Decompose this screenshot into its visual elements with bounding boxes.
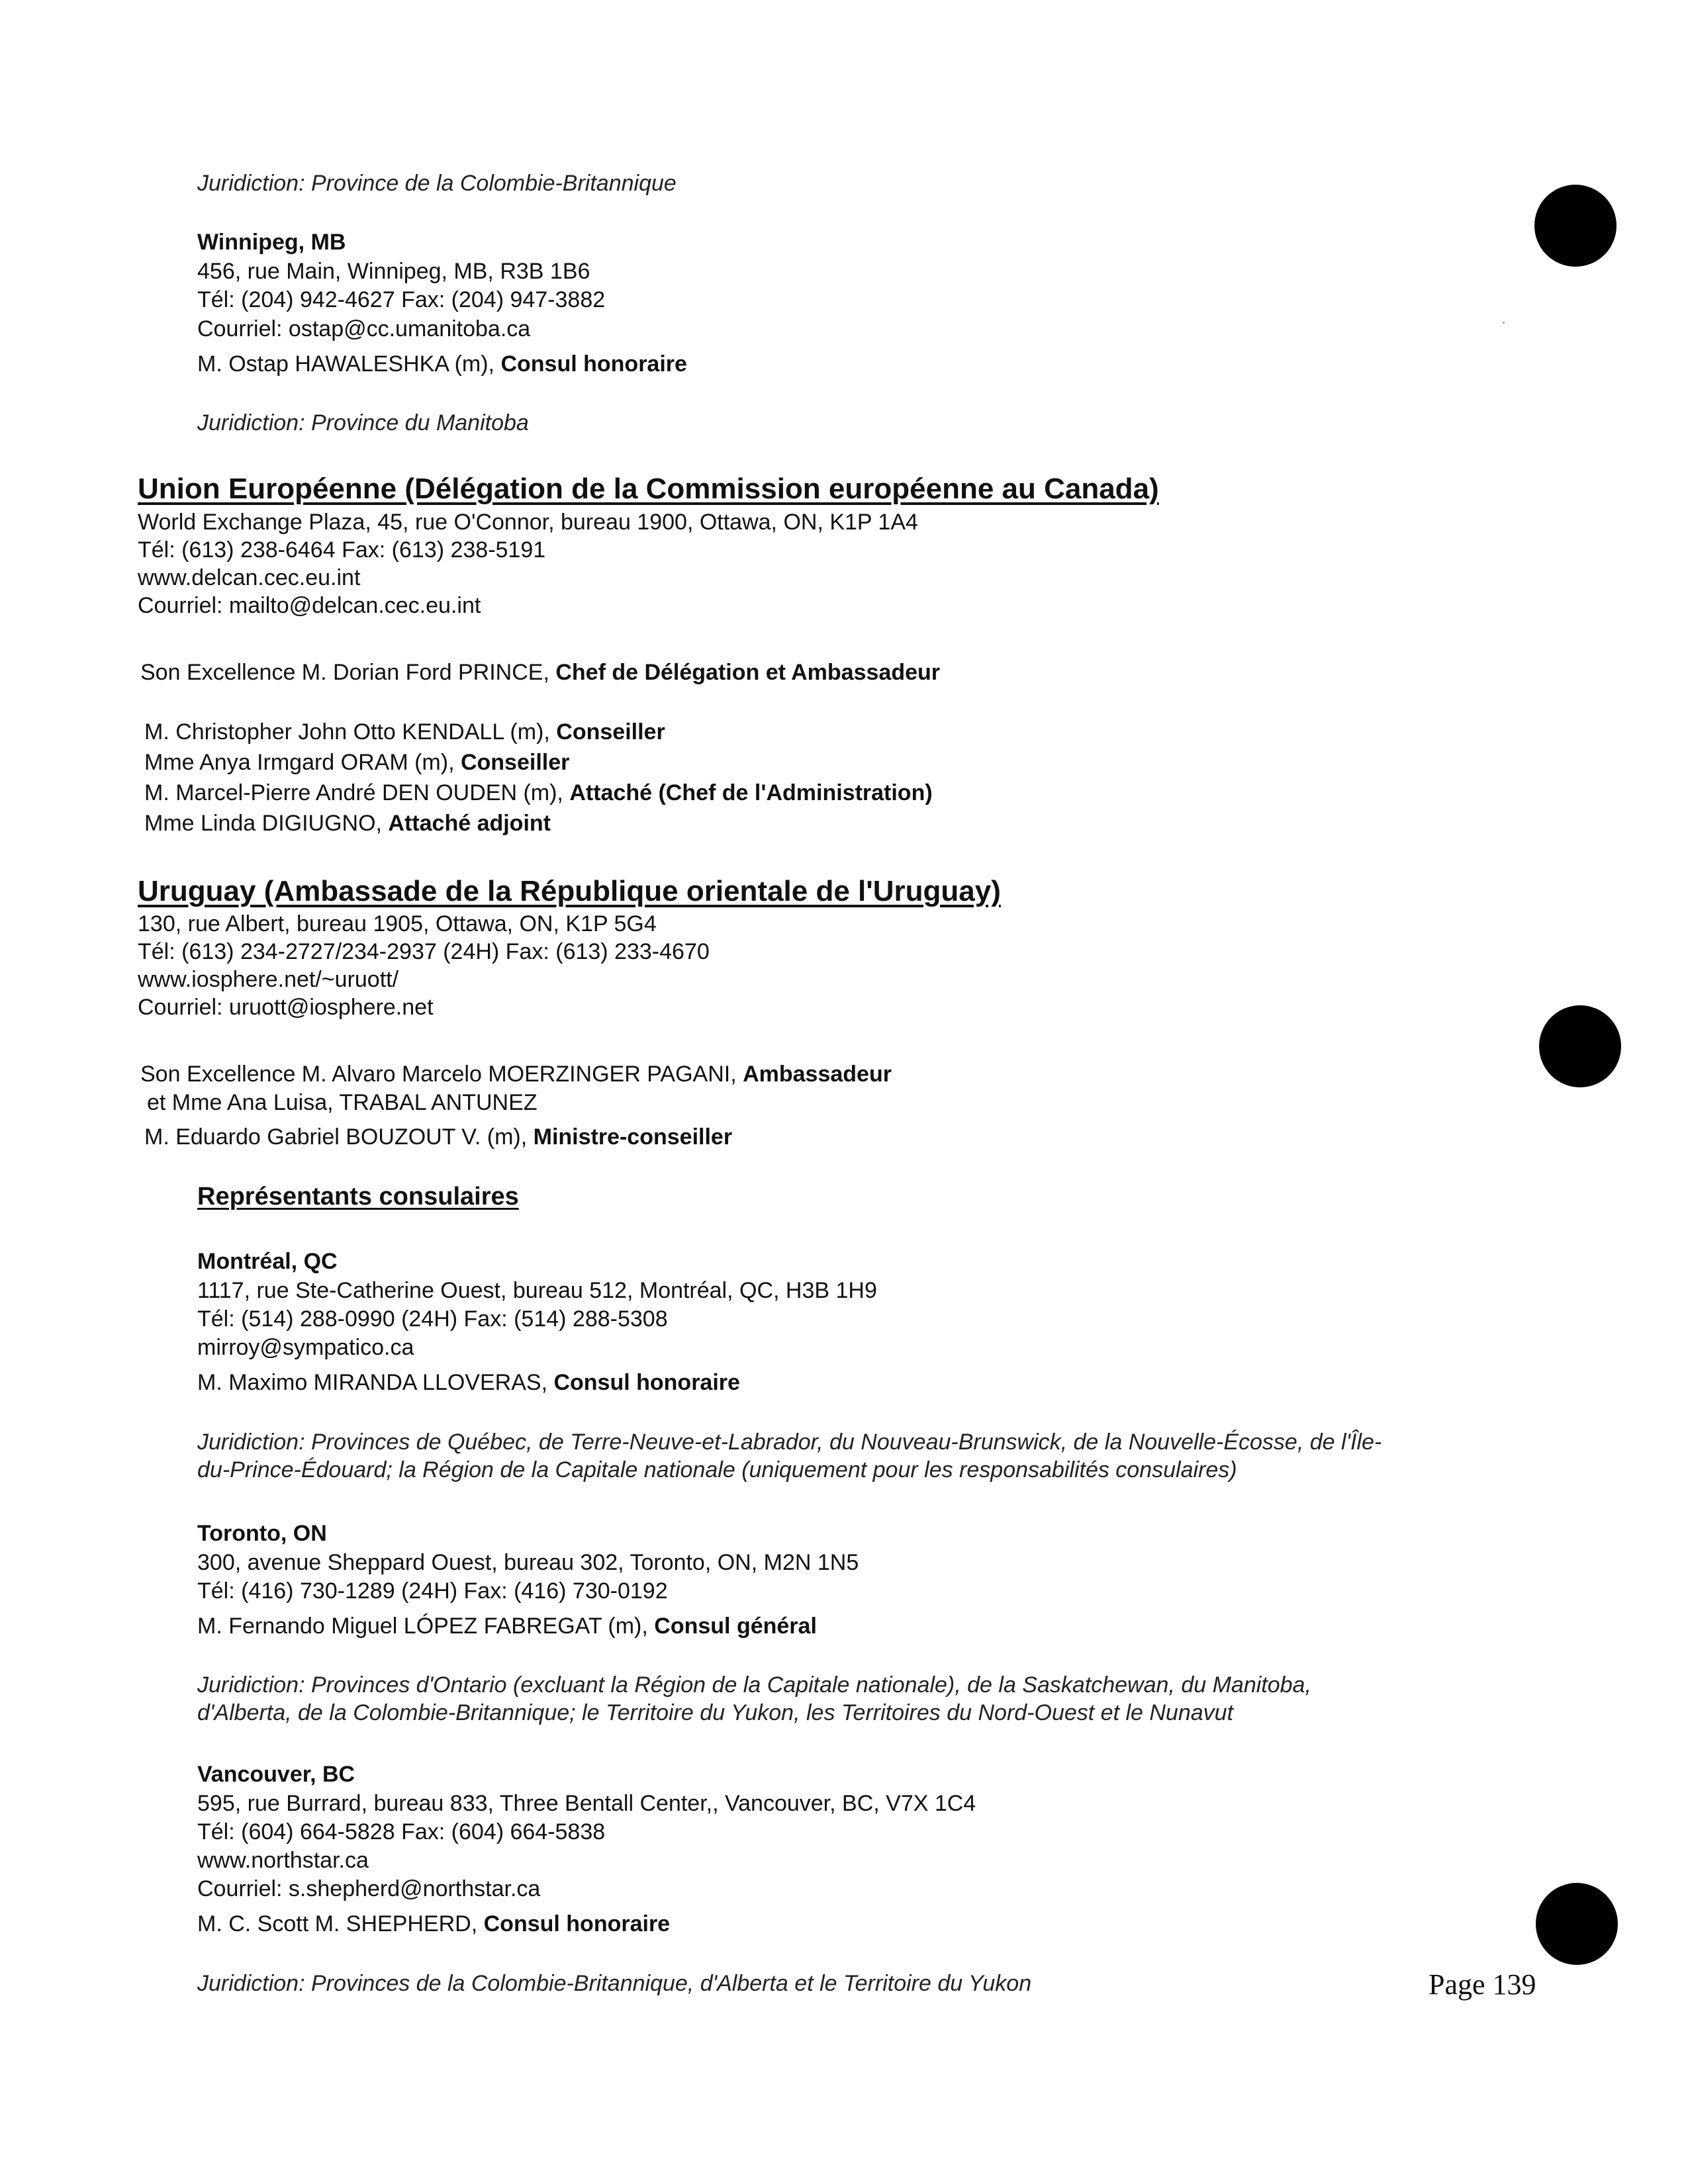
staff-entry xyxy=(140,659,940,686)
staff-title: Ministre-conseiller xyxy=(533,1124,733,1150)
phone-fax-line: Tél: (416) 730-1289 (24H) Fax: (416) 730-0192 xyxy=(197,1578,668,1604)
staff-entry xyxy=(197,1910,670,1938)
staff-name: M. Marcel-Pierre André DEN OUDEN (m), xyxy=(144,780,570,805)
website-line: www.northstar.ca xyxy=(197,1848,369,1873)
phone-fax-line: Tél: (514) 288-0990 (24H) Fax: (514) 288-5308 xyxy=(197,1306,668,1332)
staff-title: Consul honoraire xyxy=(483,1911,671,1936)
staff-entry xyxy=(144,718,665,746)
staff-name: M. C. Scott M. SHEPHERD, xyxy=(197,1911,484,1936)
phone-fax-line: Tél: (604) 664-5828 Fax: (604) 664-5838 xyxy=(197,1819,606,1844)
staff-name: Mme Linda DIGIUGNO, xyxy=(144,811,389,836)
address-line: World Exchange Plaza, 45, rue O'Connor, bureau 1900, Ottawa, ON, K1P 1A4 xyxy=(138,510,918,535)
jurisdiction-line: Juridiction: Province du Manitoba xyxy=(197,410,529,435)
address-line: 130, rue Albert, bureau 1905, Ottawa, ON, K1P 5G4 xyxy=(138,911,657,936)
staff-title: Conseiller xyxy=(556,719,665,745)
staff-entry xyxy=(197,350,687,378)
consulate-city-heading: Montréal, QC xyxy=(197,1249,338,1274)
address-line: 1117, rue Ste-Catherine Ouest, bureau 512, Montréal, QC, H3B 1H9 xyxy=(197,1278,877,1303)
phone-fax-line: Tél: (204) 942-4627 Fax: (204) 947-3882 xyxy=(197,287,606,312)
jurisdiction-line: du-Prince-Édouard; la Région de la Capitale nationale (uniquement pour les responsabilités consulaires) xyxy=(197,1457,1237,1482)
staff-entry xyxy=(140,1060,892,1088)
staff-title: Consul honoraire xyxy=(500,351,687,377)
jurisdiction-line: Juridiction: Provinces de la Colombie-Britannique, d'Alberta et le Territoire du Yukon xyxy=(197,1971,1032,1996)
address-line: 300, avenue Sheppard Ouest, bureau 302, Toronto, ON, M2N 1N5 xyxy=(197,1550,859,1575)
jurisdiction-line: Juridiction: Provinces de Québec, de Terre-Neuve-et-Labrador, du Nouveau-Brunswick, de la Nouvelle-Écosse, de l'Île- xyxy=(197,1430,1382,1455)
email-line: Courriel: s.shepherd@northstar.ca xyxy=(197,1876,541,1901)
binder-hole xyxy=(1536,1883,1618,1965)
staff-entry xyxy=(197,1612,817,1640)
staff-name: M. Maximo MIRANDA LLOVERAS, xyxy=(197,1370,554,1395)
mission-heading-uruguay: Uruguay (Ambassade de la République orientale de l'Uruguay) xyxy=(138,875,1001,907)
email-line: Courriel: ostap@cc.umanitoba.ca xyxy=(197,316,531,341)
staff-entry xyxy=(144,809,551,837)
email-line: mirroy@sympatico.ca xyxy=(197,1335,414,1360)
website-line: www.delcan.cec.eu.int xyxy=(138,565,361,590)
address-line: 595, rue Burrard, bureau 833, Three Bentall Center,, Vancouver, BC, V7X 1C4 xyxy=(197,1791,976,1816)
website-line: www.iosphere.net/~uruott/ xyxy=(138,967,399,992)
staff-entry xyxy=(144,1123,732,1151)
address-line: 456, rue Main, Winnipeg, MB, R3B 1B6 xyxy=(197,259,590,284)
email-line: Courriel: uruott@iosphere.net xyxy=(138,995,434,1020)
staff-entry xyxy=(197,1369,740,1396)
staff-title: Conseiller xyxy=(460,750,570,775)
jurisdiction-line: Juridiction: Provinces d'Ontario (excluant la Région de la Capitale nationale), de la Saskatchewan, du Manitoba, xyxy=(197,1672,1311,1698)
page-number: Page 139 xyxy=(1429,1968,1536,2001)
mission-heading-eu: Union Européenne (Délégation de la Commission européenne au Canada) xyxy=(138,473,1159,505)
staff-spouse: et Mme Ana Luisa, TRABAL ANTUNEZ xyxy=(147,1090,538,1115)
consulate-city-heading: Vancouver, BC xyxy=(197,1762,355,1787)
staff-entry xyxy=(144,779,933,807)
consulate-city-heading: Toronto, ON xyxy=(197,1521,327,1546)
staff-title: Chef de Délégation et Ambassadeur xyxy=(555,660,940,685)
jurisdiction-line: Juridiction: Province de la Colombie-Britannique xyxy=(197,171,677,196)
staff-name: M. Fernando Miguel LÓPEZ FABREGAT (m), xyxy=(197,1614,655,1639)
binder-hole xyxy=(1534,185,1617,267)
staff-name: M. Christopher John Otto KENDALL (m), xyxy=(144,719,557,745)
staff-title: Consul honoraire xyxy=(553,1370,740,1395)
staff-name: M. Ostap HAWALESHKA (m), xyxy=(197,351,501,377)
jurisdiction-line: d'Alberta, de la Colombie-Britannique; le Territoire du Yukon, les Territoires du Nord-Ouest et le Nunavut xyxy=(197,1700,1234,1725)
consular-section-heading: Représentants consulaires xyxy=(197,1183,519,1210)
staff-title: Attaché (Chef de l'Administration) xyxy=(569,780,933,805)
email-line: Courriel: mailto@delcan.cec.eu.int xyxy=(138,593,481,618)
staff-name: Son Excellence M. Alvaro Marcelo MOERZINGER PAGANI, xyxy=(140,1062,743,1087)
phone-fax-line: Tél: (613) 238-6464 Fax: (613) 238-5191 xyxy=(138,537,546,563)
staff-name: M. Eduardo Gabriel BOUZOUT V. (m), xyxy=(144,1124,534,1150)
staff-name: Son Excellence M. Dorian Ford PRINCE, xyxy=(140,660,556,685)
staff-title: Ambassadeur xyxy=(743,1062,892,1087)
staff-title: Consul général xyxy=(654,1614,817,1639)
consulate-city-heading: Winnipeg, MB xyxy=(197,230,346,255)
scan-speck xyxy=(1503,322,1505,324)
binder-hole xyxy=(1539,1005,1621,1087)
staff-name: Mme Anya Irmgard ORAM (m), xyxy=(144,750,461,775)
staff-entry xyxy=(144,749,569,776)
phone-fax-line: Tél: (613) 234-2727/234-2937 (24H) Fax: (613) 233-4670 xyxy=(138,939,710,964)
staff-title: Attaché adjoint xyxy=(388,811,551,836)
